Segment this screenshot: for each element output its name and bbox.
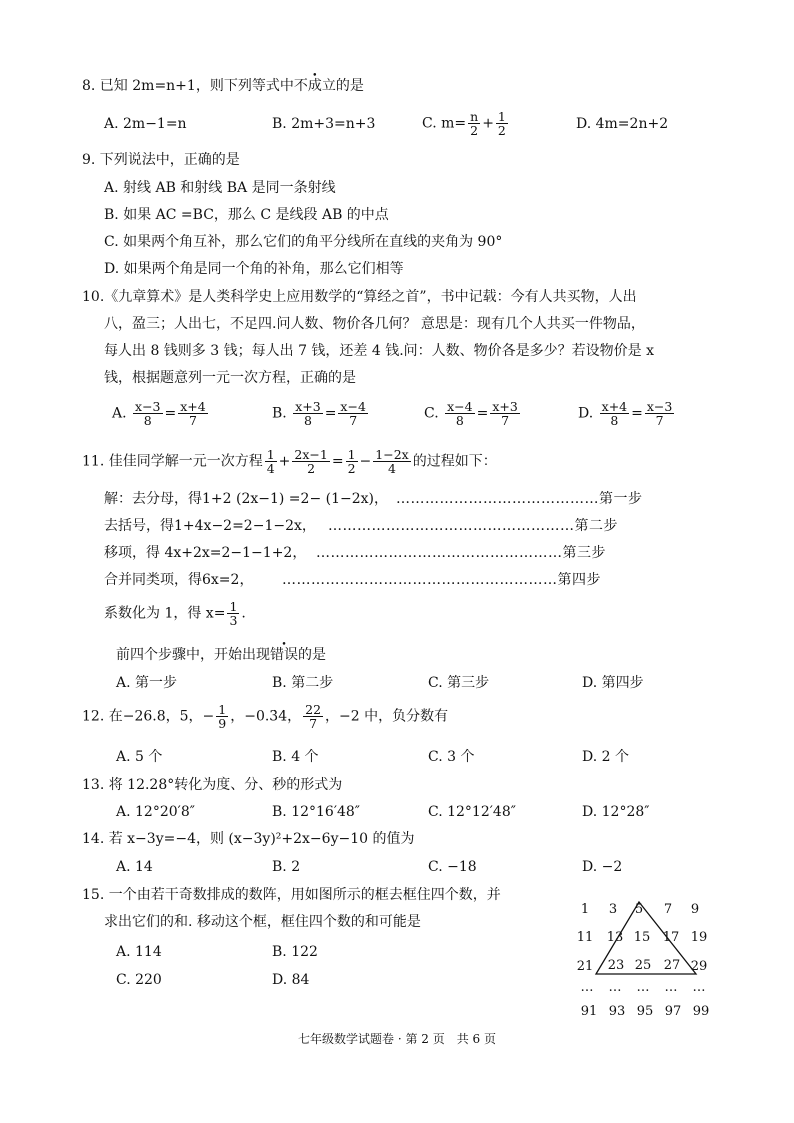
- array-cell: 1: [580, 902, 590, 917]
- q9-stem: 9. 下列说法中，正确的是: [82, 152, 240, 168]
- q13-option-d: D. 12°28″: [582, 804, 650, 820]
- q11-ask: 前四个步骤中，开始出现错误的是: [116, 647, 326, 663]
- q14-stem: 14. 若 x−3y=−4，则 (x−3y)²+2x−6y−10 的值为: [82, 831, 415, 847]
- number-array-figure: [578, 898, 718, 1024]
- q8-c-frac1: $\frac{n}{2}$: [470, 109, 479, 139]
- q12-option-c: C. 3 个: [428, 749, 475, 765]
- q10-line1: 10.《九章算术》是人类科学史上应用数学的“算经之首”，书中记载：今有人共买物，人出: [82, 289, 637, 305]
- q8-option-c: C. m= $\frac{n}{2}$ + $\frac{1}{2}$: [422, 109, 506, 139]
- q11-step2: 去括号，得1+4x−2=2−1−2x，: [104, 518, 316, 534]
- q11-step2-tag: ……………………………………………第二步: [328, 518, 618, 534]
- q11-option-a: A. 第一步: [116, 675, 178, 691]
- q8-option-b: B. 2m+3=n+3: [272, 116, 376, 132]
- q15-option-c: C. 220: [116, 972, 162, 988]
- q10-line4: 钱，根据题意列一元一次方程，正确的是: [104, 370, 356, 386]
- q12-stem: 12. 在−26.8，5，− $\frac{1}{9}$ ，−0.3̇4̇， $\frac{22}{7}$ ，−2 中，负分数有: [82, 702, 449, 732]
- q11-step4-tag: …………………………………………………第四步: [282, 572, 601, 588]
- q10-option-d: D. $\frac{x+4}{8}$ = $\frac{x-3}{7}$: [578, 399, 673, 429]
- array-cell: 9: [690, 902, 700, 917]
- q8-c-frac2: $\frac{1}{2}$: [497, 109, 506, 139]
- q14-option-d: D. −2: [582, 859, 623, 875]
- q10-option-c: C. $\frac{x-4}{8}$ = $\frac{x+3}{7}$: [424, 399, 518, 429]
- array-cell: 23: [607, 958, 625, 973]
- q10-option-a: A. $\frac{x-3}{8}$ = $\frac{x+4}{7}$: [112, 399, 206, 429]
- q11-step1-tag: ……………………………………第一步: [396, 491, 643, 507]
- q15-option-d: D. 84: [272, 972, 310, 988]
- array-cell: 95: [636, 1004, 654, 1019]
- page-footer: 七年级数学试题卷 · 第 2 页 共 6 页: [298, 1032, 496, 1046]
- q11-option-b: B. 第二步: [272, 675, 334, 691]
- q13-option-a: A. 12°20′8″: [116, 804, 195, 820]
- q13-stem: 13. 将 12.28°转化为度、分、秒的形式为: [82, 777, 343, 793]
- array-cell: …: [692, 980, 706, 995]
- q8-stem: 8. 已知 2m=n+1，则下列等式中不成立的是: [82, 78, 364, 94]
- q11-step4: 合并同类项，得6x=2，: [104, 572, 254, 588]
- array-cell: 99: [692, 1004, 710, 1019]
- array-cell: 15: [633, 930, 651, 945]
- q9-option-d: D. 如果两个角是同一个角的补角，那么它们相等: [104, 261, 404, 277]
- array-cell: 29: [690, 959, 708, 974]
- q10-line2: 八，盈三；人出七，不足四.问人数、物价各几何？ 意思是：现有几个人共买一件物品，: [104, 316, 645, 332]
- q9-option-c: C. 如果两个角互补，那么它们的角平分线所在直线的夹角为 90°: [104, 234, 503, 250]
- q11-option-d: D. 第四步: [582, 675, 644, 691]
- q11-step5: 系数化为 1，得 x= $\frac{1}{3}$ .: [104, 599, 246, 629]
- q11-stem: 11. 佳佳同学解一元一次方程 $\frac{1}{4}$ + $\frac{2x-1}{2}$ = $\frac{1}{2}$ − $\frac{1-2x}{4}$ 的过程如下：: [82, 447, 497, 477]
- q11-step3: 移项，得 4x+2x=2−1−1+2，: [104, 545, 307, 561]
- q12-option-a: A. 5 个: [116, 749, 163, 765]
- array-cell: 13: [606, 930, 624, 945]
- q15-option-a: A. 114: [116, 944, 162, 960]
- q14-option-a: A. 14: [116, 859, 153, 875]
- q8-option-a: A. 2m−1=n: [104, 116, 187, 132]
- q13-option-b: B. 12°16′48″: [272, 804, 361, 820]
- array-cell: …: [608, 980, 622, 995]
- q15-line1: 15. 一个由若干奇数排成的数阵，用如图所示的框去框住四个数，并: [82, 887, 501, 903]
- array-cell: 19: [690, 930, 708, 945]
- q10-option-b: B. $\frac{x+3}{8}$ = $\frac{x-4}{7}$: [272, 399, 366, 429]
- array-cell: …: [664, 980, 678, 995]
- q14-option-b: B. 2: [272, 859, 301, 875]
- q11-step3-tag: ……………………………………………第三步: [316, 545, 606, 561]
- q11-step1: 解：去分母，得1+2 (2x−1) =2− (1−2x)，: [104, 491, 388, 507]
- array-cell: 21: [576, 959, 594, 974]
- array-cell: 91: [580, 1004, 598, 1019]
- q8-option-d: D. 4m=2n+2: [576, 116, 669, 132]
- q12-option-b: B. 4 个: [272, 749, 319, 765]
- array-cell: 17: [662, 930, 680, 945]
- array-cell: 25: [634, 958, 652, 973]
- q15-option-b: B. 122: [272, 944, 318, 960]
- q12-option-d: D. 2 个: [582, 749, 629, 765]
- array-cell: …: [580, 980, 594, 995]
- q14-option-c: C. −18: [428, 859, 477, 875]
- array-cell: 93: [608, 1004, 626, 1019]
- array-cell: 3: [608, 902, 618, 917]
- q8-emphasis: 不成立: [293, 78, 336, 94]
- array-cell: 7: [663, 902, 673, 917]
- array-cell: 97: [664, 1004, 682, 1019]
- q15-line2: 求出它们的和. 移动这个框，框住四个数的和可能是: [104, 914, 421, 930]
- q11-option-c: C. 第三步: [428, 675, 490, 691]
- q9-option-b: B. 如果 AC =BC，那么 C 是线段 AB 的中点: [104, 207, 389, 223]
- array-cell: 5: [634, 902, 644, 917]
- array-cell: …: [636, 980, 650, 995]
- array-cell: 27: [663, 958, 681, 973]
- q9-option-a: A. 射线 AB 和射线 BA 是同一条射线: [104, 180, 336, 196]
- array-cell: 11: [576, 930, 594, 945]
- q13-option-c: C. 12°12′48″: [428, 804, 516, 820]
- q10-line3: 每人出 8 钱则多 3 钱；每人出 7 钱，还差 4 钱.问：人数、物价各是多少？若设物价是 x: [104, 343, 655, 359]
